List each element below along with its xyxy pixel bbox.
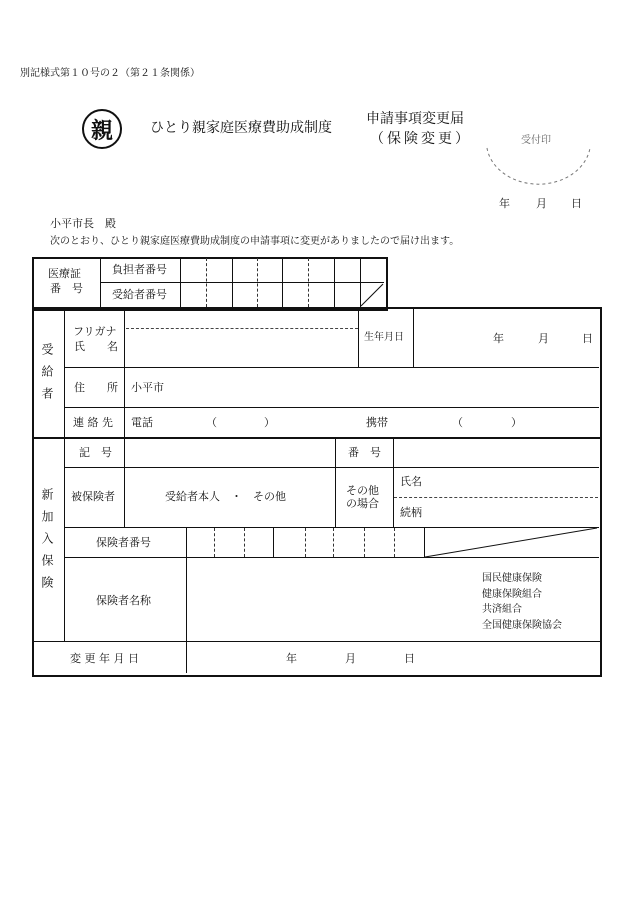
address-label: 住 所 bbox=[74, 381, 118, 394]
symbol-label: 記 号 bbox=[79, 446, 112, 459]
insurer-type-union: 健康保険組合 bbox=[482, 589, 542, 600]
name-label: 氏 名 bbox=[74, 340, 118, 353]
other-case-line2: の場合 bbox=[346, 497, 379, 510]
doc-title-line1: 申請事項変更届 bbox=[366, 111, 464, 127]
recipient-section-label: 受給者 bbox=[40, 343, 54, 409]
insurer-name-label: 保険者名称 bbox=[96, 594, 151, 607]
medical-card-diagonal bbox=[361, 284, 383, 306]
medical-card-label-2: 番 号 bbox=[50, 282, 83, 295]
insurer-type-mutual: 共済組合 bbox=[482, 604, 522, 615]
change-date-month: 月 bbox=[345, 652, 356, 665]
program-title: ひとり親家庭医療費助成制度 bbox=[150, 120, 332, 136]
change-date-year: 年 bbox=[286, 652, 297, 665]
other-case-line1: その他 bbox=[346, 484, 379, 497]
change-date-day: 日 bbox=[404, 652, 415, 665]
furigana-label: フリガナ bbox=[73, 325, 117, 338]
date-year: 年 bbox=[499, 197, 510, 210]
address-value[interactable]: 小平市 bbox=[131, 381, 164, 394]
birth-month: 月 bbox=[538, 332, 549, 345]
doc-title-line2: （保険変更） bbox=[370, 131, 472, 147]
new-insurance-section-label: 新加入保険 bbox=[40, 488, 54, 598]
phone-close-paren: ） bbox=[264, 416, 275, 429]
insurer-type-kyokai: 全国健康保険協会 bbox=[482, 620, 562, 631]
receipt-stamp-label: 受付印 bbox=[521, 135, 551, 146]
number-label: 番 号 bbox=[348, 446, 381, 459]
contact-label: 連 絡 先 bbox=[73, 416, 113, 429]
addressee: 小平市長 殿 bbox=[50, 217, 116, 230]
birthdate-label: 生年月日 bbox=[364, 332, 404, 343]
mobile-open-paren: （ bbox=[452, 416, 463, 429]
other-name-label: 氏名 bbox=[400, 475, 422, 488]
insurer-number-diagonal bbox=[425, 528, 597, 557]
intro-text: 次のとおり、ひとり親家庭医療費助成制度の申請事項に変更がありましたので届け出ます。 bbox=[50, 236, 460, 247]
medical-card-label-1: 医療証 bbox=[48, 267, 81, 280]
insured-options[interactable]: 受給者本人 ・ その他 bbox=[165, 490, 286, 503]
receipt-stamp-arc bbox=[487, 148, 590, 184]
change-date-label: 変 更 年 月 日 bbox=[70, 652, 139, 665]
relationship-label: 続柄 bbox=[400, 506, 422, 519]
birth-day: 日 bbox=[582, 332, 593, 345]
date-month: 月 bbox=[536, 197, 547, 210]
mobile-label: 携帯 bbox=[366, 416, 388, 429]
burden-number-label: 負担者番号 bbox=[112, 263, 167, 276]
insurer-type-national: 国民健康保険 bbox=[482, 573, 542, 584]
insurer-number-label: 保険者番号 bbox=[96, 536, 151, 549]
recipient-number-label: 受給者番号 bbox=[112, 288, 167, 301]
form-number: 別記様式第１０号の２（第２１条関係） bbox=[20, 68, 200, 79]
parent-mark-icon: 親 bbox=[82, 109, 122, 149]
birth-year: 年 bbox=[493, 332, 504, 345]
mobile-close-paren: ） bbox=[511, 416, 522, 429]
date-day: 日 bbox=[571, 197, 582, 210]
insured-label: 被保険者 bbox=[71, 490, 115, 503]
phone-label: 電話 bbox=[131, 416, 153, 429]
phone-open-paren: （ bbox=[206, 416, 217, 429]
